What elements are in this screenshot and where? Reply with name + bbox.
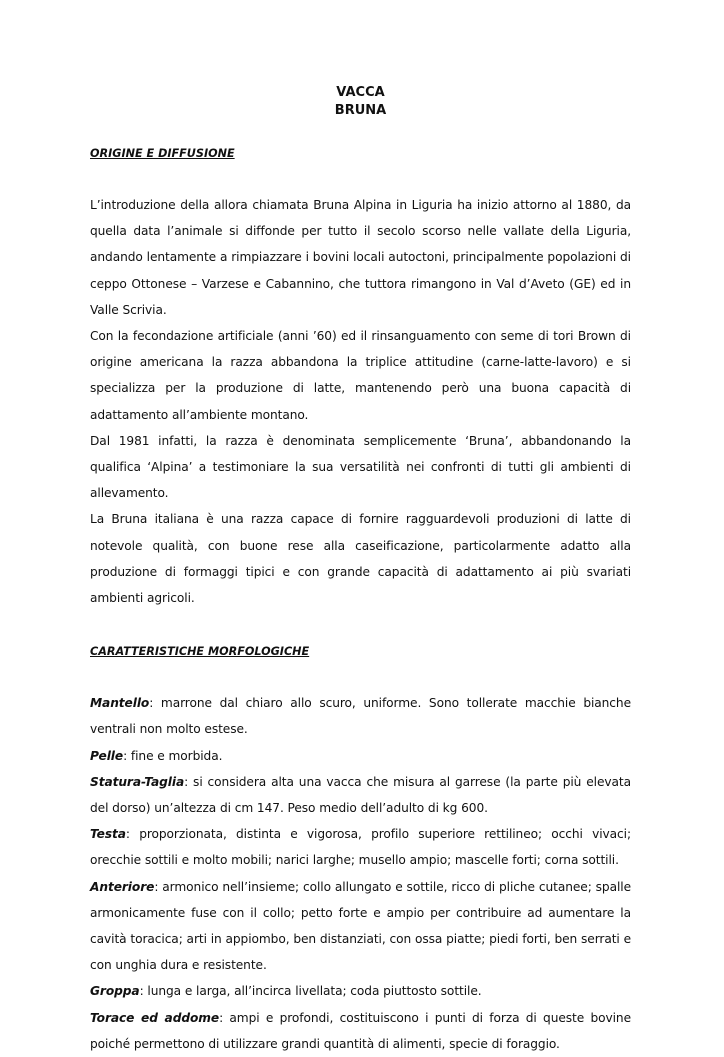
- morph-item-groppa: [90, 978, 631, 1004]
- term-pelle: Pelle: [90, 748, 124, 763]
- section-heading-origine: ORIGINE E DIFFUSIONE: [90, 147, 235, 160]
- title-line-bruna: BRUNA: [334, 103, 387, 118]
- title-line-vacca: VACCA: [336, 85, 385, 100]
- desc-torace-addome: : ampi e profondi, costituiscono i punti di forza di queste bovine poiché permettono di utilizzare grandi quantità di alimenti, specie di foraggio.: [90, 1010, 631, 1051]
- desc-mantello: : marrone dal chiaro allo scuro, uniforme. Sono tollerate macchie bianche ventrali non molto estese.: [90, 696, 631, 737]
- morph-item-mantello: [90, 690, 631, 742]
- document-content: [90, 82, 631, 1057]
- term-anteriore: Anteriore: [90, 879, 155, 894]
- term-testa: Testa: [90, 827, 126, 842]
- paragraph-introduzione: L’introduzione della allora chiamata Bruna Alpina in Liguria ha inizio attorno al 1880, da quella data l’animale si diffonde per tutto il secolo scorso nelle vallate della Liguria, andando lentamente a rimpiazzare i bovini locali autoctoni, principalmente popolazioni di ceppo Ottonese – Varzese e Cabannino, che tuttora rimangono in Val d’Aveto (GE) ed in Valle Scrivia.: [90, 198, 631, 317]
- term-statura-taglia: Statura-Taglia: [90, 774, 185, 789]
- section-heading-morfologia: CARATTERISTICHE MORFOLOGICHE: [90, 645, 310, 659]
- morph-item-statura: [90, 769, 631, 821]
- paragraph-bruna-italiana: La Bruna italiana è una razza capace di fornire ragguardevoli produzioni di latte di notevole qualità, con buone rese alla caseificazione, particolarmente adatto alla produzione di formaggi tipici e con grande capacità di adattamento ai più svariati ambienti agricoli.: [90, 512, 631, 606]
- term-mantello: Mantello: [90, 696, 150, 711]
- desc-testa: : proporzionata, distinta e vigorosa, profilo superiore rettilineo; occhi vivaci; orecchie sottili e molto mobili; narici larghe; musello ampio; mascelle forti; corna sottili.: [90, 827, 631, 868]
- term-groppa: Groppa: [90, 984, 140, 999]
- paragraph-fecondazione: Con la fecondazione artificiale (anni ’60) ed il rinsanguamento con seme di tori Brown di origine americana la razza abbandona la triplice attitudine (carne-latte-lavoro) e si specializza per la produzione di latte, mantenendo però una buona capacità di adattamento all’ambiente montano.: [90, 329, 631, 422]
- document-title: [90, 84, 631, 120]
- morph-item-testa: [90, 821, 631, 873]
- desc-groppa: : lunga e larga, all’incirca livellata; coda piuttosto sottile.: [139, 984, 482, 999]
- paragraph-denominazione: Dal 1981 infatti, la razza è denominata semplicemente ‘Bruna’, abbandonando la qualifica ‘Alpina’ a testimoniare la sua versatilità nei confronti di tutti gli ambienti di allevamento.: [90, 433, 631, 501]
- desc-statura-taglia: : si considera alta una vacca che misura al garrese (la parte più elevata del dorso) un’altezza di cm 147. Peso medio dell’adulto di kg 600.: [90, 774, 631, 816]
- desc-pelle: : fine e morbida.: [123, 748, 223, 763]
- desc-anteriore: : armonico nell’insieme; collo allungato e sottile, ricco di pliche cutanee; spalle armonicamente fuse con il collo; petto forte e ampio per contribuire ad aumentare la cavità toracica; arti in appiombo, ben distanziati, con ossa piatte; piedi forti, ben serrati e con unghia dura e resistente.: [90, 879, 631, 973]
- morph-item-pelle: [90, 743, 631, 769]
- term-torace-addome: Torace ed addome: [90, 1010, 220, 1025]
- morph-item-torace: [90, 1005, 631, 1057]
- morphology-list: [90, 690, 631, 1057]
- morph-item-anteriore: [90, 874, 631, 979]
